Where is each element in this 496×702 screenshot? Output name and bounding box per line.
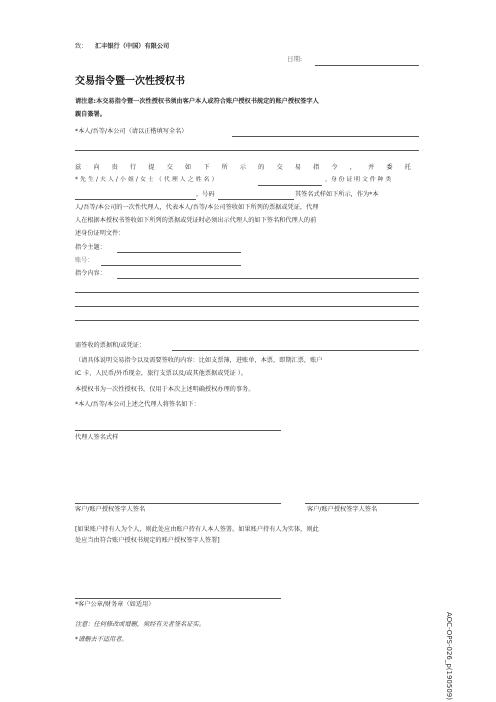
- instruction-subject-label: 指令主题：: [75, 244, 106, 251]
- id-number-label: ，号码: [196, 191, 215, 198]
- instruction-content-label: 指令内容：: [75, 270, 106, 277]
- entrust-line: 兹 向 贵 行 提 交 如 下 所 示 的 交 易 指 令 ， 并 委 托: [75, 164, 411, 171]
- instruction-content-field-line-2[interactable]: [75, 292, 419, 293]
- principal-name-field-line-2[interactable]: [75, 150, 419, 151]
- id-document-type-field[interactable]: [75, 199, 196, 200]
- company-chop-label: *客户公章/财务章（如适用）: [75, 601, 155, 608]
- documents-note-line-1: （请具体说明交易指令以及需要签收的内容：比如支票簿，进账单，本票，即期汇票，账户: [75, 357, 323, 364]
- documents-label: 需签收的票据和/或凭证：: [75, 342, 146, 349]
- agent-confirm-statement: *本人/吾等/本公司上述之代理人将签名如下：: [75, 401, 200, 408]
- client-signature-field-right[interactable]: [305, 503, 419, 504]
- notice-line-2: 親自簽署。: [75, 111, 106, 118]
- body-line-1: 人/吾等/本公司的一次性代理人，代表本人/吾等/本公司签收如下所列的票据或凭证，代理: [75, 204, 319, 211]
- principal-name-field[interactable]: [232, 136, 419, 137]
- instruction-subject-field[interactable]: [117, 252, 241, 253]
- signing-note-line-1: [如果账户持有人为个人，则此处应由账户持有人本人签署。如果账户持有人为实体，则此: [75, 526, 319, 533]
- signature-sample-text: 其签名式样如下所示，作为*本: [295, 191, 379, 198]
- footer-note-amendments: 注意：任何修改或增删，须经有关者签名证实。: [75, 621, 205, 628]
- agent-signature-label: 代理人签名式样: [75, 434, 119, 441]
- body-line-2: 人在根据本授权书签收如下所列的票据或凭证时必须出示代理人的如下签名和代理人的前: [75, 217, 317, 224]
- document-title: 交易指令暨一次性授权书: [75, 76, 185, 87]
- instruction-content-field-line-3[interactable]: [75, 306, 419, 307]
- documents-note-line-2: IC 卡，人民币/外币现金，旅行支票以及/或其他票据或凭证 ）。: [75, 370, 248, 377]
- instruction-content-field[interactable]: [117, 278, 419, 279]
- one-time-statement: 本授权书为一次性授权书，仅用于本次上述明确授权办理的事务。: [75, 386, 255, 393]
- to-label: 致：: [75, 43, 88, 50]
- account-label: 账号：: [75, 257, 94, 264]
- id-document-type-label: ，身 份 证 明 文 件 种 类: [325, 177, 392, 183]
- account-field[interactable]: [101, 265, 241, 266]
- company-chop-field[interactable]: [75, 598, 281, 599]
- agent-name-field[interactable]: [258, 185, 322, 186]
- date-label: 日期:: [287, 55, 303, 63]
- footer-note-delete: *请删去不适用者。: [75, 636, 128, 643]
- client-signature-field-left[interactable]: [75, 503, 281, 504]
- form-code: AOC-OPS-026_p(190509): [445, 612, 453, 700]
- signing-note-line-2: 处应当由符合账户授权书规定的账户授权签字人签署]: [75, 537, 220, 544]
- id-number-field[interactable]: [218, 199, 294, 200]
- bank-name: 汇丰银行（中国）有限公司: [95, 43, 170, 50]
- client-signature-label-left: 客户/账户授权签字人签名: [75, 506, 146, 513]
- client-signature-label-right: 客户/账户授权签字人签名: [307, 506, 378, 513]
- notice-line-1: 请注意:本交易指令暨一次性授权书须由客户本人或符合账户授权书规定的账户授权签字人: [75, 98, 319, 105]
- body-line-3: 述身份证明文件：: [75, 230, 125, 237]
- agent-label: * 先 生 / 夫 人 / 小 姐 / 女 士 （ 代 理 人 之 姓 名 ）: [75, 177, 218, 183]
- date-field[interactable]: [315, 65, 419, 66]
- documents-field[interactable]: [172, 350, 419, 351]
- principal-label: *本人/吾等/本公司（请以正楷填写全名）: [75, 128, 188, 135]
- agent-signature-field[interactable]: [75, 430, 281, 431]
- instruction-content-field-line-4[interactable]: [75, 320, 419, 321]
